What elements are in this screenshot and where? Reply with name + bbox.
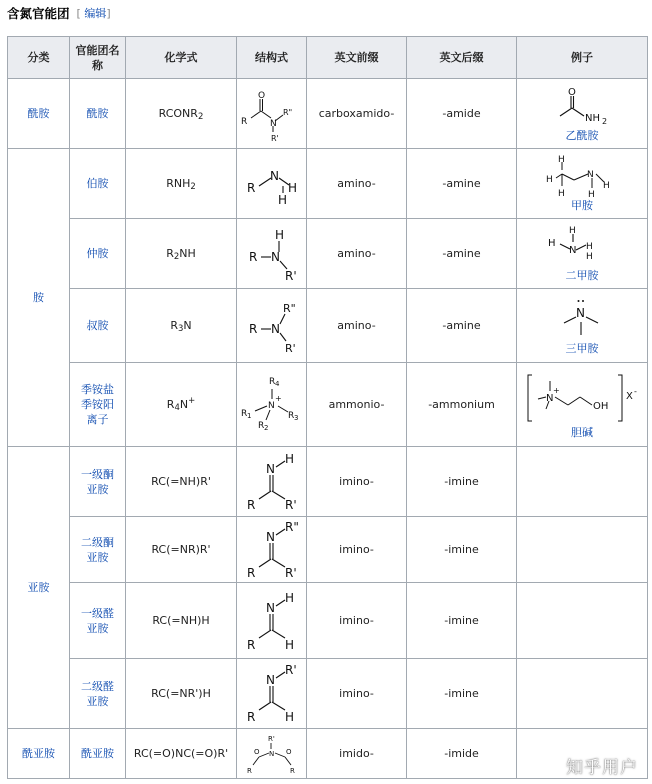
- svg-text:N: N: [270, 249, 280, 264]
- acetamide-image: [542, 84, 622, 130]
- category-link-amine[interactable]: 胺: [33, 291, 44, 304]
- svg-text:R: R: [240, 116, 247, 127]
- svg-text:R: R: [289, 766, 295, 775]
- category-cell: [8, 79, 70, 149]
- formula-cell: RC(=NR)R': [126, 517, 237, 583]
- formula-cell: RC(=O)NC(=O)R': [126, 729, 237, 779]
- formula-cell: RC(=NH)H: [126, 583, 237, 659]
- table-row: [8, 219, 648, 289]
- group-name-cell: [70, 659, 126, 729]
- svg-text:O: O: [568, 87, 576, 98]
- suffix-cell: -amide: [407, 79, 517, 149]
- group-name-cell: [70, 219, 126, 289]
- example-cell: [517, 219, 648, 289]
- prefix-cell: imino-: [307, 517, 407, 583]
- svg-text:+: +: [274, 393, 282, 403]
- svg-text:N: N: [267, 400, 275, 411]
- svg-text:R": R": [282, 301, 296, 315]
- col-header-formula: 化学式: [126, 37, 237, 79]
- svg-text:H: H: [277, 192, 287, 207]
- svg-text:H: H: [287, 180, 297, 195]
- group-name-cell: [70, 583, 126, 659]
- example-cell-empty: [517, 583, 648, 659]
- svg-text:H: H: [548, 238, 556, 249]
- example-cell: [517, 289, 648, 363]
- svg-text:O: O: [253, 747, 260, 756]
- category-link-amide[interactable]: 酰胺: [27, 107, 50, 120]
- suffix-cell: -amine: [407, 289, 517, 363]
- svg-text:R: R: [248, 321, 257, 336]
- group-link-secondary-ketimine[interactable]: 二级酮 亚胺: [81, 535, 114, 564]
- primary-amine-structure-image: [239, 159, 305, 209]
- category-cell: [8, 447, 70, 729]
- suffix-cell: -imine: [407, 447, 517, 517]
- table-row: [8, 517, 648, 583]
- table-row: [8, 79, 648, 149]
- choline-image: [520, 369, 644, 427]
- svg-text:R: R: [287, 410, 294, 421]
- structure-cell: [237, 659, 307, 729]
- group-link-imide[interactable]: 酰亚胺: [81, 747, 114, 760]
- edit-link-wrapper: [77, 5, 111, 21]
- suffix-cell: -imine: [407, 517, 517, 583]
- svg-text:N: N: [270, 321, 280, 336]
- suffix-cell: -imine: [407, 659, 517, 729]
- group-name-cell: [70, 447, 126, 517]
- svg-text:N: N: [576, 306, 585, 320]
- group-link-primary-aldimine[interactable]: 一级醛 亚胺: [81, 606, 114, 635]
- svg-text:OH: OH: [593, 401, 609, 412]
- svg-text:3: 3: [293, 413, 298, 422]
- edit-link[interactable]: 编辑: [84, 7, 107, 20]
- secondary-ketimine-structure-image: [239, 519, 305, 581]
- svg-text:N: N: [268, 749, 274, 758]
- suffix-cell: -amine: [407, 149, 517, 219]
- prefix-cell: amino-: [307, 219, 407, 289]
- dimethylamine-image: [542, 224, 622, 270]
- svg-text:NH: NH: [585, 113, 600, 124]
- svg-text:R': R': [267, 734, 275, 743]
- group-name-cell: [70, 729, 126, 779]
- svg-text:-: -: [634, 387, 637, 396]
- formula-cell: $R_3N$: [126, 289, 237, 363]
- group-name-cell: [70, 149, 126, 219]
- group-link-tertiary-amine[interactable]: 叔胺: [86, 319, 109, 332]
- primary-aldimine-structure-image: [239, 588, 305, 654]
- svg-text:H: H: [603, 181, 610, 191]
- structure-cell: [237, 149, 307, 219]
- group-name-cell: [70, 363, 126, 447]
- suffix-cell: -ammonium: [407, 363, 517, 447]
- structure-cell: [237, 583, 307, 659]
- structure-cell: [237, 219, 307, 289]
- svg-text:R: R: [246, 497, 255, 512]
- prefix-cell: imino-: [307, 447, 407, 517]
- category-link-imine[interactable]: 亚胺: [27, 581, 50, 594]
- section-heading: [7, 4, 111, 22]
- example-cell: [517, 363, 648, 447]
- example-link-acetamide[interactable]: 乙酰胺: [565, 129, 599, 142]
- svg-text:1: 1: [246, 411, 251, 420]
- svg-text:R: R: [257, 420, 264, 431]
- suffix-cell: -imine: [407, 583, 517, 659]
- trimethylamine-image: [542, 295, 622, 343]
- formula-cell: $R_4N^+$: [126, 363, 237, 447]
- table-row: [8, 729, 648, 779]
- group-link-secondary-amine[interactable]: 仲胺: [86, 247, 109, 260]
- edit-bracket-close: ]: [106, 7, 111, 20]
- formula-cell: $R_2NH$: [126, 219, 237, 289]
- svg-text:H: H: [569, 226, 576, 236]
- svg-text:R: R: [246, 637, 255, 652]
- table-row: [8, 149, 648, 219]
- table-row: [8, 289, 648, 363]
- svg-text:R': R': [270, 133, 279, 143]
- suffix-cell: -imide: [407, 729, 517, 779]
- table-row: [8, 447, 648, 517]
- nitrogen-functional-groups-table: [7, 36, 648, 779]
- group-name-cell: [70, 289, 126, 363]
- svg-text:R: R: [246, 180, 255, 195]
- svg-text:+: +: [553, 386, 560, 395]
- prefix-cell: carboxamido-: [307, 79, 407, 149]
- structure-cell: [237, 729, 307, 779]
- svg-text:H: H: [284, 451, 294, 466]
- structure-cell: [237, 447, 307, 517]
- svg-text:O: O: [285, 747, 292, 756]
- col-header-category: 分类: [8, 37, 70, 79]
- methylamine-image: [542, 154, 622, 200]
- svg-text:H: H: [586, 252, 593, 262]
- structure-cell: [237, 517, 307, 583]
- category-cell: [8, 149, 70, 447]
- svg-text:R: R: [246, 709, 255, 724]
- svg-text:H: H: [558, 155, 565, 165]
- svg-text:H: H: [546, 175, 553, 185]
- svg-text:N: N: [265, 600, 275, 615]
- secondary-aldimine-structure-image: [239, 662, 305, 726]
- svg-text:N: N: [265, 672, 275, 687]
- svg-text:H: H: [284, 637, 294, 652]
- structure-cell: [237, 289, 307, 363]
- group-link-primary-amine[interactable]: 伯胺: [86, 177, 109, 190]
- structure-cell: [237, 363, 307, 447]
- tertiary-amine-structure-image: [239, 296, 305, 356]
- svg-text:R: R: [246, 565, 255, 580]
- watermark: 知乎用户: [566, 758, 638, 778]
- example-link-methylamine[interactable]: 甲胺: [571, 199, 593, 212]
- group-link-quaternary-ammonium[interactable]: 季铵盐 季铵阳 离子: [81, 383, 114, 426]
- table-row: [8, 659, 648, 729]
- svg-text:R': R': [284, 565, 297, 580]
- category-link-imide[interactable]: 酰亚胺: [22, 747, 55, 760]
- group-link-primary-ketimine[interactable]: 一级酮 亚胺: [81, 467, 114, 496]
- svg-text:H: H: [588, 190, 595, 200]
- formula-cell: RC(=NR')H: [126, 659, 237, 729]
- prefix-cell: ammonio-: [307, 363, 407, 447]
- example-cell-empty: [517, 659, 648, 729]
- amide-structure-image: [239, 84, 305, 144]
- svg-text:N: N: [569, 245, 577, 256]
- svg-text:R': R': [284, 268, 297, 283]
- group-name-cell: [70, 517, 126, 583]
- formula-cell: RC(=NH)R': [126, 447, 237, 517]
- svg-text:N: N: [269, 168, 279, 183]
- svg-text:N: N: [546, 393, 554, 404]
- prefix-cell: imino-: [307, 583, 407, 659]
- formula-cell: $RNH_2$: [126, 149, 237, 219]
- svg-text:R: R: [240, 408, 247, 419]
- svg-text:R: R: [268, 376, 275, 387]
- svg-text:H: H: [558, 189, 565, 199]
- col-header-prefix: 英文前缀: [307, 37, 407, 79]
- svg-text:R: R: [248, 249, 257, 264]
- svg-text:R': R': [284, 341, 296, 355]
- example-link-dimethylamine[interactable]: 二甲胺: [565, 269, 599, 282]
- edit-bracket-open: [: [76, 7, 81, 20]
- section-title: 含氮官能团: [7, 6, 70, 21]
- svg-text:4: 4: [274, 379, 279, 388]
- svg-text:H: H: [274, 227, 284, 242]
- group-link-amide[interactable]: 酰胺: [86, 107, 109, 120]
- svg-text:X: X: [626, 391, 633, 402]
- prefix-cell: amino-: [307, 289, 407, 363]
- svg-text:2: 2: [602, 117, 608, 126]
- svg-text:H: H: [586, 242, 593, 252]
- prefix-cell: amino-: [307, 149, 407, 219]
- svg-text:2: 2: [263, 423, 268, 432]
- svg-text:N: N: [269, 118, 277, 129]
- svg-text:N: N: [265, 461, 275, 476]
- header-row: [8, 37, 648, 79]
- example-cell: [517, 79, 648, 149]
- secondary-amine-structure-image: [239, 225, 305, 283]
- col-header-suffix: 英文后缀: [407, 37, 517, 79]
- svg-text:R: R: [246, 766, 252, 775]
- col-header-group-name: 官能团名称: [70, 37, 126, 79]
- quaternary-ammonium-structure-image: [238, 370, 306, 440]
- example-cell: [517, 149, 648, 219]
- suffix-cell: -amine: [407, 219, 517, 289]
- svg-text:O: O: [257, 90, 265, 101]
- group-name-cell: [70, 79, 126, 149]
- svg-text:N: N: [265, 529, 275, 544]
- prefix-cell: imino-: [307, 659, 407, 729]
- svg-text:H: H: [284, 709, 294, 724]
- svg-text:N: N: [587, 170, 594, 180]
- imide-structure-image: [239, 731, 305, 777]
- primary-ketimine-structure-image: [239, 451, 305, 513]
- category-cell: [8, 729, 70, 779]
- svg-text:H: H: [284, 590, 294, 605]
- structure-cell: [237, 79, 307, 149]
- table-row: [8, 363, 648, 447]
- svg-text:R': R': [284, 662, 297, 677]
- example-link-choline[interactable]: 胆碱: [571, 426, 593, 439]
- group-link-secondary-aldimine[interactable]: 二级醛 亚胺: [81, 679, 114, 708]
- table-row: [8, 583, 648, 659]
- svg-text:R": R": [282, 107, 292, 117]
- col-header-structure: 结构式: [237, 37, 307, 79]
- prefix-cell: imido-: [307, 729, 407, 779]
- example-cell-empty: [517, 517, 648, 583]
- example-cell-empty: [517, 447, 648, 517]
- formula-cell: $RCONR_2$: [126, 79, 237, 149]
- example-link-trimethylamine[interactable]: 三甲胺: [565, 342, 599, 355]
- col-header-example: 例子: [517, 37, 648, 79]
- svg-text:R": R": [284, 519, 299, 534]
- svg-text:R': R': [284, 497, 297, 512]
